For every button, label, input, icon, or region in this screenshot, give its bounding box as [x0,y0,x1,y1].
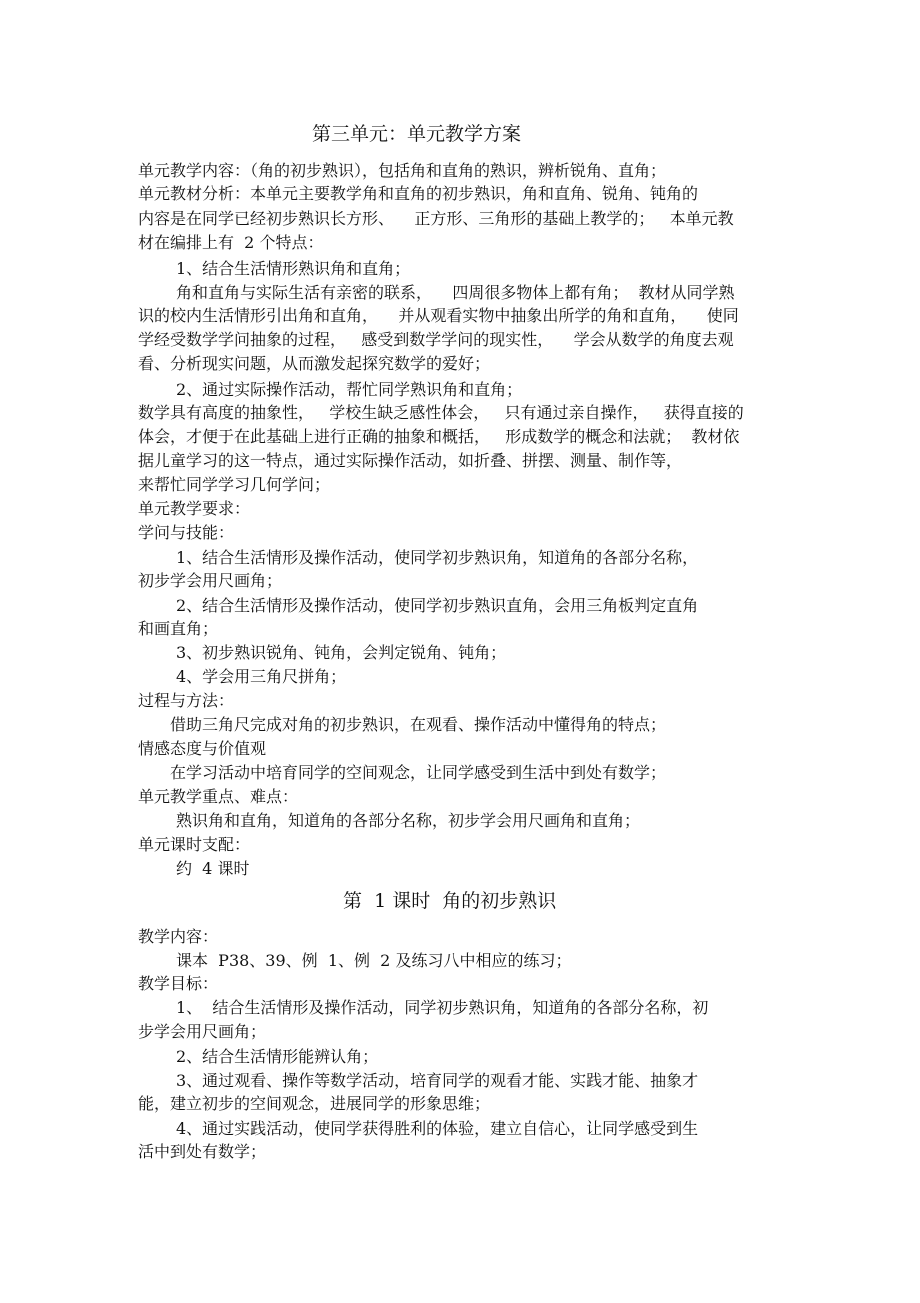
lesson1-content-heading: 教学内容： [138,927,219,946]
process-heading: 过程与方法： [138,691,235,710]
goal-1-line-b: 步学会用尺画角； [138,1022,267,1041]
skill-1-line-a: 1、结合生活情形及操作活动，使同学初步熟识角，知道角的各部分名称， [176,548,699,567]
skills-heading: 学问与技能： [138,523,235,542]
analysis-line-2: 内容是在同学已经初步熟识长方形、 正方形、三角形的基础上教学的； 本单元教 [138,209,734,228]
goal-4-line-b: 活中到处有数学； [138,1142,267,1161]
lesson1-content: 课本 P38、39、例 1、例 2 及练习八中相应的练习； [176,951,572,970]
requirements-heading: 单元教学要求： [138,499,251,518]
schedule-text: 约 4 课时 [176,859,250,878]
feature2-line-3: 据儿童学习的这一特点，通过实际操作活动，如折叠、拼摆、测量、制作等， [138,451,683,470]
analysis-line-3: 材在编排上有 2 个特点： [138,233,324,252]
key-points-heading: 单元教学重点、难点： [138,787,299,806]
goal-1-line-a: 1、 结合生活情形及操作活动，同学初步熟识角，知道角的各部分名称，初 [176,998,709,1017]
feature1-line-4: 看、分析现实问题，从而激发起探究数学的爱好； [138,354,491,373]
unit-title: 第三单元：单元教学方案 [312,123,522,145]
attitude-text: 在学习活动中培育同学的空间观念，让同学感受到生活中到处有数学； [170,763,667,782]
analysis-line-1: 单元教材分析：本单元主要教学角和直角的初步熟识，角和直角、锐角、钝角的 [138,184,699,203]
process-text: 借助三角尺完成对角的初步熟识，在观看、操作活动中懂得角的特点； [170,715,667,734]
lesson1-title: 第 1 课时 角的初步熟识 [343,890,557,912]
schedule-heading: 单元课时支配： [138,835,251,854]
attitude-heading: 情感态度与价值观 [138,739,267,758]
goal-3-line-b: 能，建立初步的空间观念，进展同学的形象思维； [138,1094,491,1113]
feature2-line-4: 来帮忙同学学习几何学问； [138,475,331,494]
feature2-heading: 2、通过实际操作活动，帮忙同学熟识角和直角； [176,380,523,399]
goal-4-line-a: 4、通过实践活动，使同学获得胜利的体验，建立自信心，让同学感受到生 [176,1119,699,1138]
feature2-line-1: 数学具有高度的抽象性， 学校生缺乏感性体会， 只有通过亲自操作， 获得直接的 [138,403,744,422]
feature2-line-2: 体会，才便于在此基础上进行正确的抽象和概括， 形成数学的概念和法就； 教材依 [138,427,740,446]
goal-2: 2、结合生活情形能辨认角； [176,1047,379,1066]
feature1-line-3: 学经受数学学问抽象的过程， 感受到数学学问的现实性， 学会从数学的角度去观 [138,330,734,349]
goal-3-line-a: 3、通过观看、操作等数学活动，培育同学的观看才能、实践才能、抽象才 [176,1071,699,1090]
key-points-text: 熟识角和直角，知道角的各部分名称，初步学会用尺画角和直角； [176,811,641,830]
feature1-line-1: 角和直角与实际生活有亲密的联系， 四周很多物体上都有角； 教材从同学熟 [176,283,735,302]
skill-2-line-a: 2、结合生活情形及操作活动，使同学初步熟识直角，会用三角板判定直角 [176,596,699,615]
feature1-line-2: 识的校内生活情形引出角和直角， 并从观看实物中抽象出所学的角和直角， 使同 [138,306,739,325]
skill-3: 3、初步熟识锐角、钝角，会判定锐角、钝角； [176,643,507,662]
unit-content-line: 单元教学内容：（角的初步熟识），包括角和直角的熟识，辨析锐角、直角； [138,161,667,180]
lesson1-goals-heading: 教学目标： [138,974,219,993]
skill-4: 4、学会用三角尺拼角； [176,667,347,686]
skill-1-line-b: 初步学会用尺画角； [138,571,283,590]
feature1-heading: 1、结合生活情形熟识角和直角； [176,259,411,278]
skill-2-line-b: 和画直角； [138,619,219,638]
